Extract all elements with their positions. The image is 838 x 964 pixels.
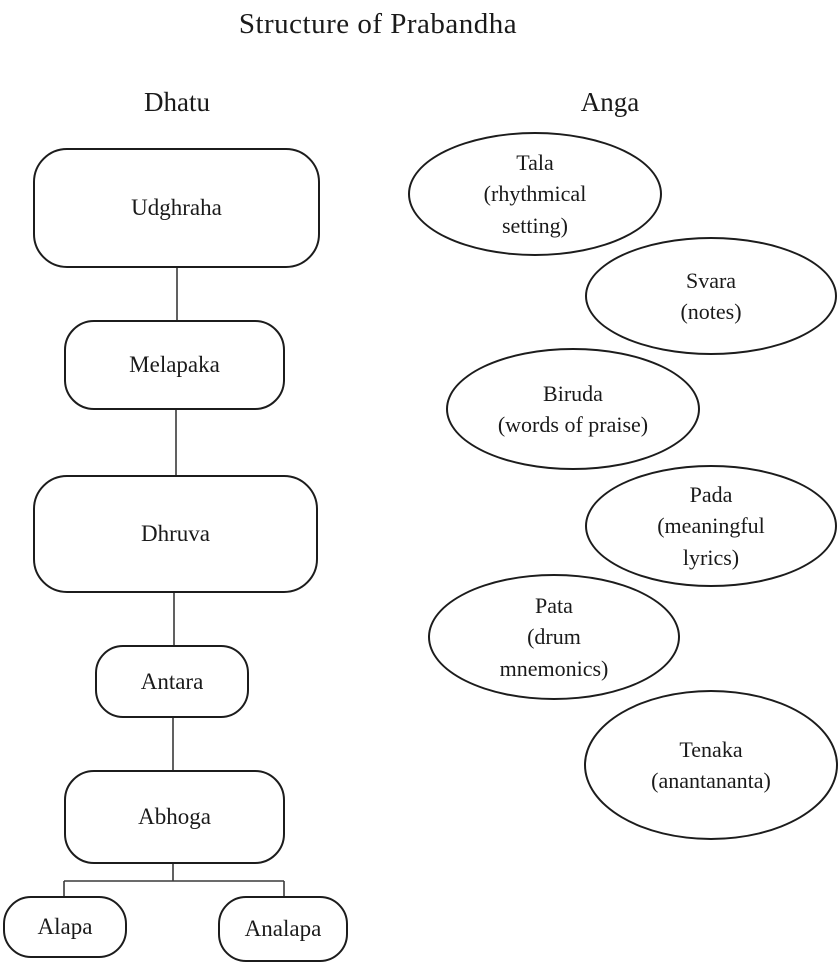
dhatu-node-antara-label: Antara: [140, 668, 204, 694]
anga-node-tala-label: Tala (rhythmical setting): [483, 150, 587, 238]
dhatu-node-abhoga: [64, 770, 285, 864]
dhatu-node-abhoga-label: Abhoga: [138, 804, 211, 829]
dhatu-node-analapa: [218, 896, 348, 962]
anga-node-tenaka: [584, 690, 838, 840]
dhatu-node-alapa: [3, 896, 127, 958]
dhatu-node-alapa-label: Alapa: [37, 914, 93, 939]
dhatu-node-antara: [95, 645, 249, 718]
anga-node-biruda-label: Biruda (words of praise): [497, 380, 649, 437]
anga-node-pata: [428, 574, 680, 700]
dhatu-node-melapaka-label: Melapaka: [129, 352, 220, 377]
anga-node-biruda: [446, 348, 700, 470]
dhatu-node-udghraha-label: Udghraha: [131, 195, 222, 220]
column-header-dhatu: Dhatu: [144, 87, 210, 117]
dhatu-node-udghraha: [33, 148, 320, 268]
anga-node-tala: [408, 132, 662, 256]
anga-node-pada: [585, 465, 837, 587]
anga-node-pata-label: Pata (drum mnemonics): [499, 593, 609, 681]
dhatu-node-dhruva-label: Dhruva: [141, 521, 210, 546]
anga-node-svara: [585, 237, 837, 355]
anga-node-tenaka-label: Tenaka (anantananta): [651, 736, 771, 793]
anga-node-pada-label: Pada (meaningful lyrics): [657, 482, 765, 570]
dhatu-node-melapaka: [64, 320, 285, 410]
dhatu-node-dhruva: [33, 475, 318, 593]
dhatu-node-analapa-label: Analapa: [244, 916, 322, 941]
anga-node-svara-label: Svara (notes): [680, 267, 742, 324]
column-header-anga: Anga: [580, 87, 640, 117]
diagram-title: Structure of Prabandha: [238, 8, 518, 40]
